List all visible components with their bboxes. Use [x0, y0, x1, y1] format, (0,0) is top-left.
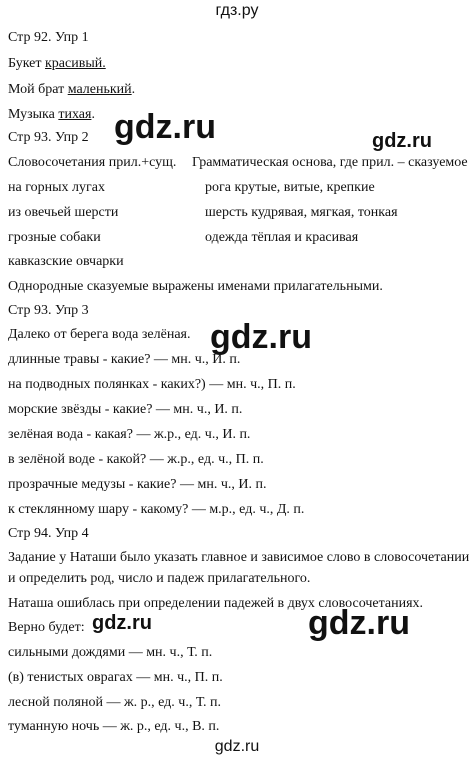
site-footer: gdz.ru — [214, 738, 260, 755]
ex1-line-2-predicate: маленький — [67, 82, 132, 97]
ex2-row-3-left: грозные собаки — [8, 230, 101, 245]
ex1-line-3-end: . — [91, 107, 95, 122]
watermark: gdz.ru — [92, 612, 152, 634]
ex1-line-2-end: . — [131, 82, 136, 97]
ex2-row-3-right: одежда тёплая и красивая — [205, 230, 359, 245]
ex1-line-3-text: Музыка — [8, 107, 59, 122]
ex2-title: Стр 93. Упр 2 — [8, 130, 89, 145]
ex1-title: Стр 92. Упр 1 — [8, 30, 89, 45]
ex2-row-2-right: шерсть кудрявая, мягкая, тонкая — [205, 205, 398, 220]
ex1-line-3-predicate: тихая — [58, 107, 92, 122]
ex1-line-1-text: Букет — [8, 56, 45, 71]
ex3-line-5: зелёная вода - какая? — ж.р., ед. ч., И. п. — [8, 427, 251, 442]
site-header: гдз.ру — [215, 2, 259, 19]
ex3-line-4: морские звёзды - какие? — мн. ч., И. п. — [8, 402, 243, 417]
ex1-line-1-predicate: красивый. — [44, 56, 106, 71]
ex2-row-4-left: кавказские овчарки — [8, 254, 124, 269]
ex2-col2-header: Грамматическая основа, где прил. – сказуемое — [192, 155, 468, 170]
ex3-line-1: Далеко от берега вода зелёная. — [8, 327, 191, 342]
ex2-conclusion: Однородные сказуемые выражены именами прилагательными. — [8, 279, 383, 294]
ex3-line-7: прозрачные медузы - какие? — мн. ч., И. п. — [8, 477, 267, 492]
ex1-line-2 — [8, 82, 135, 98]
ex4-line-2: и определить род, число и падеж прилагательного. — [8, 571, 311, 586]
ex3-line-2: длинные травы - какие? — мн. ч., И. п. — [8, 352, 241, 367]
ex4-line-3: Наташа ошиблась при определении падежей в двух словосочетаниях. — [8, 596, 424, 611]
ex4-line-5: сильными дождями — мн. ч., Т. п. — [8, 645, 213, 660]
ex3-line-6: в зелёной воде - какой? — ж.р., ед. ч., П. п. — [8, 452, 264, 467]
ex2-row-1-left: на горных лугах — [8, 180, 105, 195]
watermark: gdz.ru — [210, 318, 312, 356]
watermark: gdz.ru — [372, 130, 432, 152]
ex4-line-7: лесной поляной — ж. р., ед. ч., Т. п. — [8, 695, 221, 710]
ex2-col1-header: Словосочетания прил.+сущ. — [8, 155, 177, 170]
ex4-line-6: (в) тенистых оврагах — мн. ч., П. п. — [8, 670, 223, 685]
watermark: gdz.ru — [114, 108, 216, 146]
ex3-line-3: на подводных полянках - каких?) — мн. ч., П. п. — [8, 377, 296, 392]
ex3-title: Стр 93. Упр 3 — [8, 303, 89, 318]
ex4-title: Стр 94. Упр 4 — [8, 526, 89, 541]
ex1-line-2-text: Мой брат — [8, 82, 68, 97]
ex2-row-2-left: из овечьей шерсти — [8, 205, 119, 220]
ex2-row-1-right: рога крутые, витые, крепкие — [205, 180, 375, 195]
ex4-line-8: туманную ночь — ж. р., ед. ч., В. п. — [8, 719, 220, 734]
ex3-line-8: к стеклянному шару - какому? — м.р., ед. ч., Д. п. — [8, 502, 305, 517]
ex1-line-3 — [8, 107, 95, 123]
ex1-line-1 — [8, 56, 106, 72]
ex4-line-1: Задание у Наташи было указать главное и зависимое слово в словосочетании — [8, 550, 470, 565]
watermark: gdz.ru — [308, 604, 410, 642]
ex4-line-4: Верно будет: — [8, 620, 85, 635]
